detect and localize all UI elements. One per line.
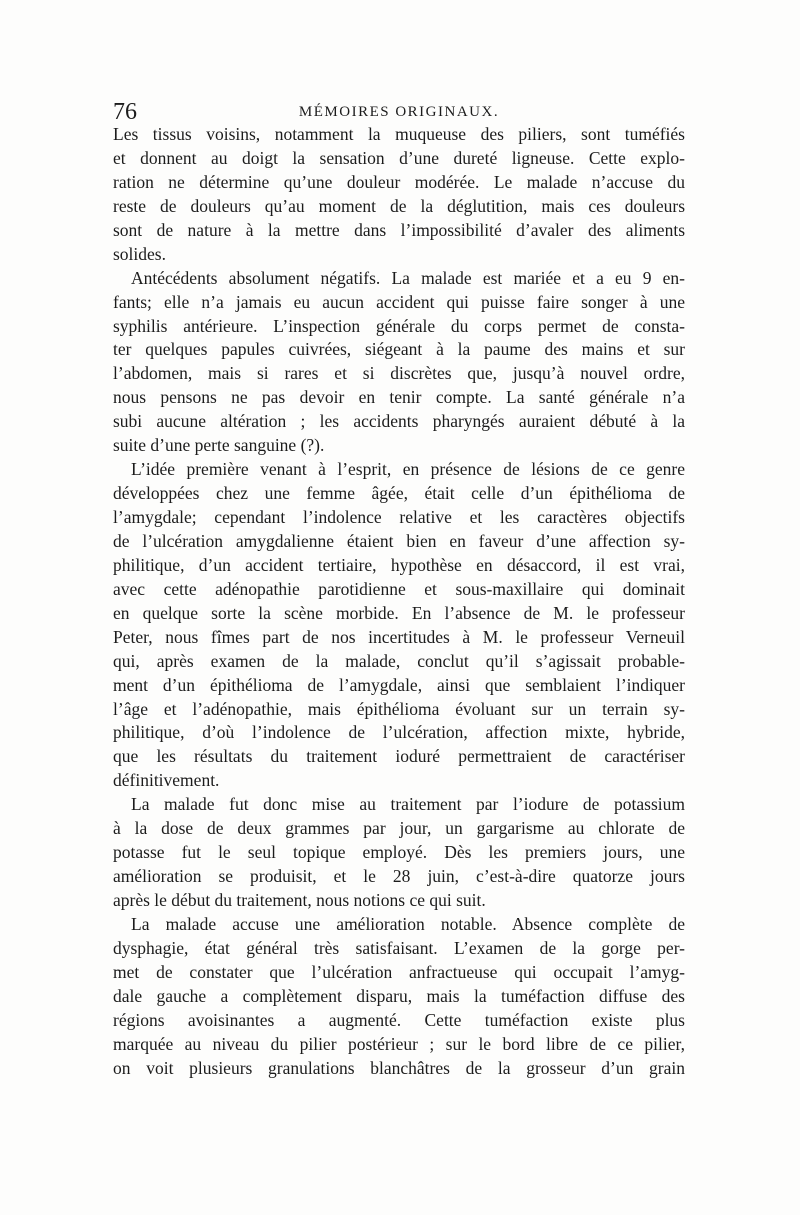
- text-line: régions avoisinantes a augmenté. Cette tuméfaction existe plus: [113, 1009, 685, 1030]
- text-line: développées chez une femme âgée, était celle d’un épithélioma de: [113, 483, 685, 504]
- text-line: La malade accuse une amélioration notable. Absence complète de: [131, 913, 685, 934]
- text-line: que les résultats du traitement ioduré permettraient de caractériser: [113, 746, 685, 767]
- text-line: syphilis antérieure. L’inspection générale du corps permet de consta-: [113, 315, 685, 336]
- text-line: nous pensons ne pas devoir en tenir compte. La santé générale n’a: [113, 387, 685, 408]
- text-line: suite d’une perte sanguine (?).: [113, 435, 325, 456]
- text-line: à la dose de deux grammes par jour, un gargarisme au chlorate de: [113, 818, 685, 839]
- text-line: après le début du traitement, nous notions ce qui suit.: [113, 890, 486, 910]
- text-line: L’idée première venant à l’esprit, en présence de lésions de ce genre: [131, 459, 685, 480]
- text-line: ment d’un épithélioma de l’amygdale, ainsi que semblaient l’indiquer: [113, 674, 685, 695]
- text-line: potasse fut le seul topique employé. Dès les premiers jours, une: [113, 842, 685, 863]
- text-line: philitique, d’un accident tertiaire, hypothèse en désaccord, il est vrai,: [113, 554, 685, 575]
- text-line: de l’ulcération amygdalienne étaient bien en faveur d’une affection sy-: [113, 530, 685, 551]
- text-line: Antécédents absolument négatifs. La malade est mariée et a eu 9 en-: [131, 267, 685, 288]
- text-line: met de constater que l’ulcération anfractueuse qui occupait l’amyg-: [113, 961, 685, 982]
- text-line: dale gauche a complètement disparu, mais la tuméfaction diffuse des: [113, 985, 685, 1006]
- text-line: marquée au niveau du pilier postérieur ; sur le bord libre de ce pilier,: [113, 1033, 685, 1054]
- text-line: fants; elle n’a jamais eu aucun accident qui puisse faire songer à une: [113, 291, 685, 312]
- text-line: l’abdomen, mais si rares et si discrètes que, jusqu’à nouvel ordre,: [113, 363, 685, 384]
- text-line: qui, après examen de la malade, conclut qu’il s’agissait probable-: [113, 650, 685, 671]
- running-head: MÉMOIRES ORIGINAUX.: [298, 104, 500, 120]
- body-text: [113, 123, 685, 1081]
- text-line: l’amygdale; cependant l’indolence relative et les caractères objectifs: [113, 507, 685, 527]
- text-line: on voit plusieurs granulations blanchâtres de la grosseur d’un grain: [113, 1057, 685, 1078]
- text-line: reste de douleurs qu’au moment de la déglutition, mais ces douleurs: [113, 195, 685, 216]
- text-line: Les tissus voisins, notamment la muqueuse des piliers, sont tuméfiés: [113, 124, 685, 144]
- text-line: dysphagie, état général très satisfaisant. L’examen de la gorge per-: [113, 937, 685, 958]
- text-line: avec cette adénopathie parotidienne et sous-maxillaire qui dominait: [113, 578, 685, 599]
- text-line: solides.: [113, 243, 166, 264]
- text-line: en quelque sorte la scène morbide. En l’absence de M. le professeur: [113, 602, 685, 623]
- text-line: sont de nature à la mettre dans l’impossibilité d’avaler des aliments: [113, 219, 685, 240]
- text-line: définitivement.: [113, 770, 220, 791]
- text-line: subi aucune altération ; les accidents pharyngés auraient débuté à la: [113, 411, 685, 432]
- text-line: l’âge et l’adénopathie, mais épithélioma évoluant sur un terrain sy-: [113, 698, 685, 719]
- page-number: 76: [113, 99, 137, 125]
- text-line: philitique, d’où l’indolence de l’ulcération, affection mixte, hybride,: [113, 722, 685, 743]
- text-line: Peter, nous fîmes part de nos incertitudes à M. le professeur Verneuil: [113, 626, 685, 647]
- text-line: La malade fut donc mise au traitement par l’iodure de potassium: [131, 794, 685, 815]
- text-line: ter quelques papules cuivrées, siégeant à la paume des mains et sur: [113, 339, 685, 360]
- text-line: amélioration se produisit, et le 28 juin, c’est-à-dire quatorze jours: [113, 866, 685, 887]
- text-line: et donnent au doigt la sensation d’une dureté ligneuse. Cette explo-: [113, 147, 685, 168]
- text-line: ration ne détermine qu’une douleur modérée. Le malade n’accuse du: [113, 171, 685, 192]
